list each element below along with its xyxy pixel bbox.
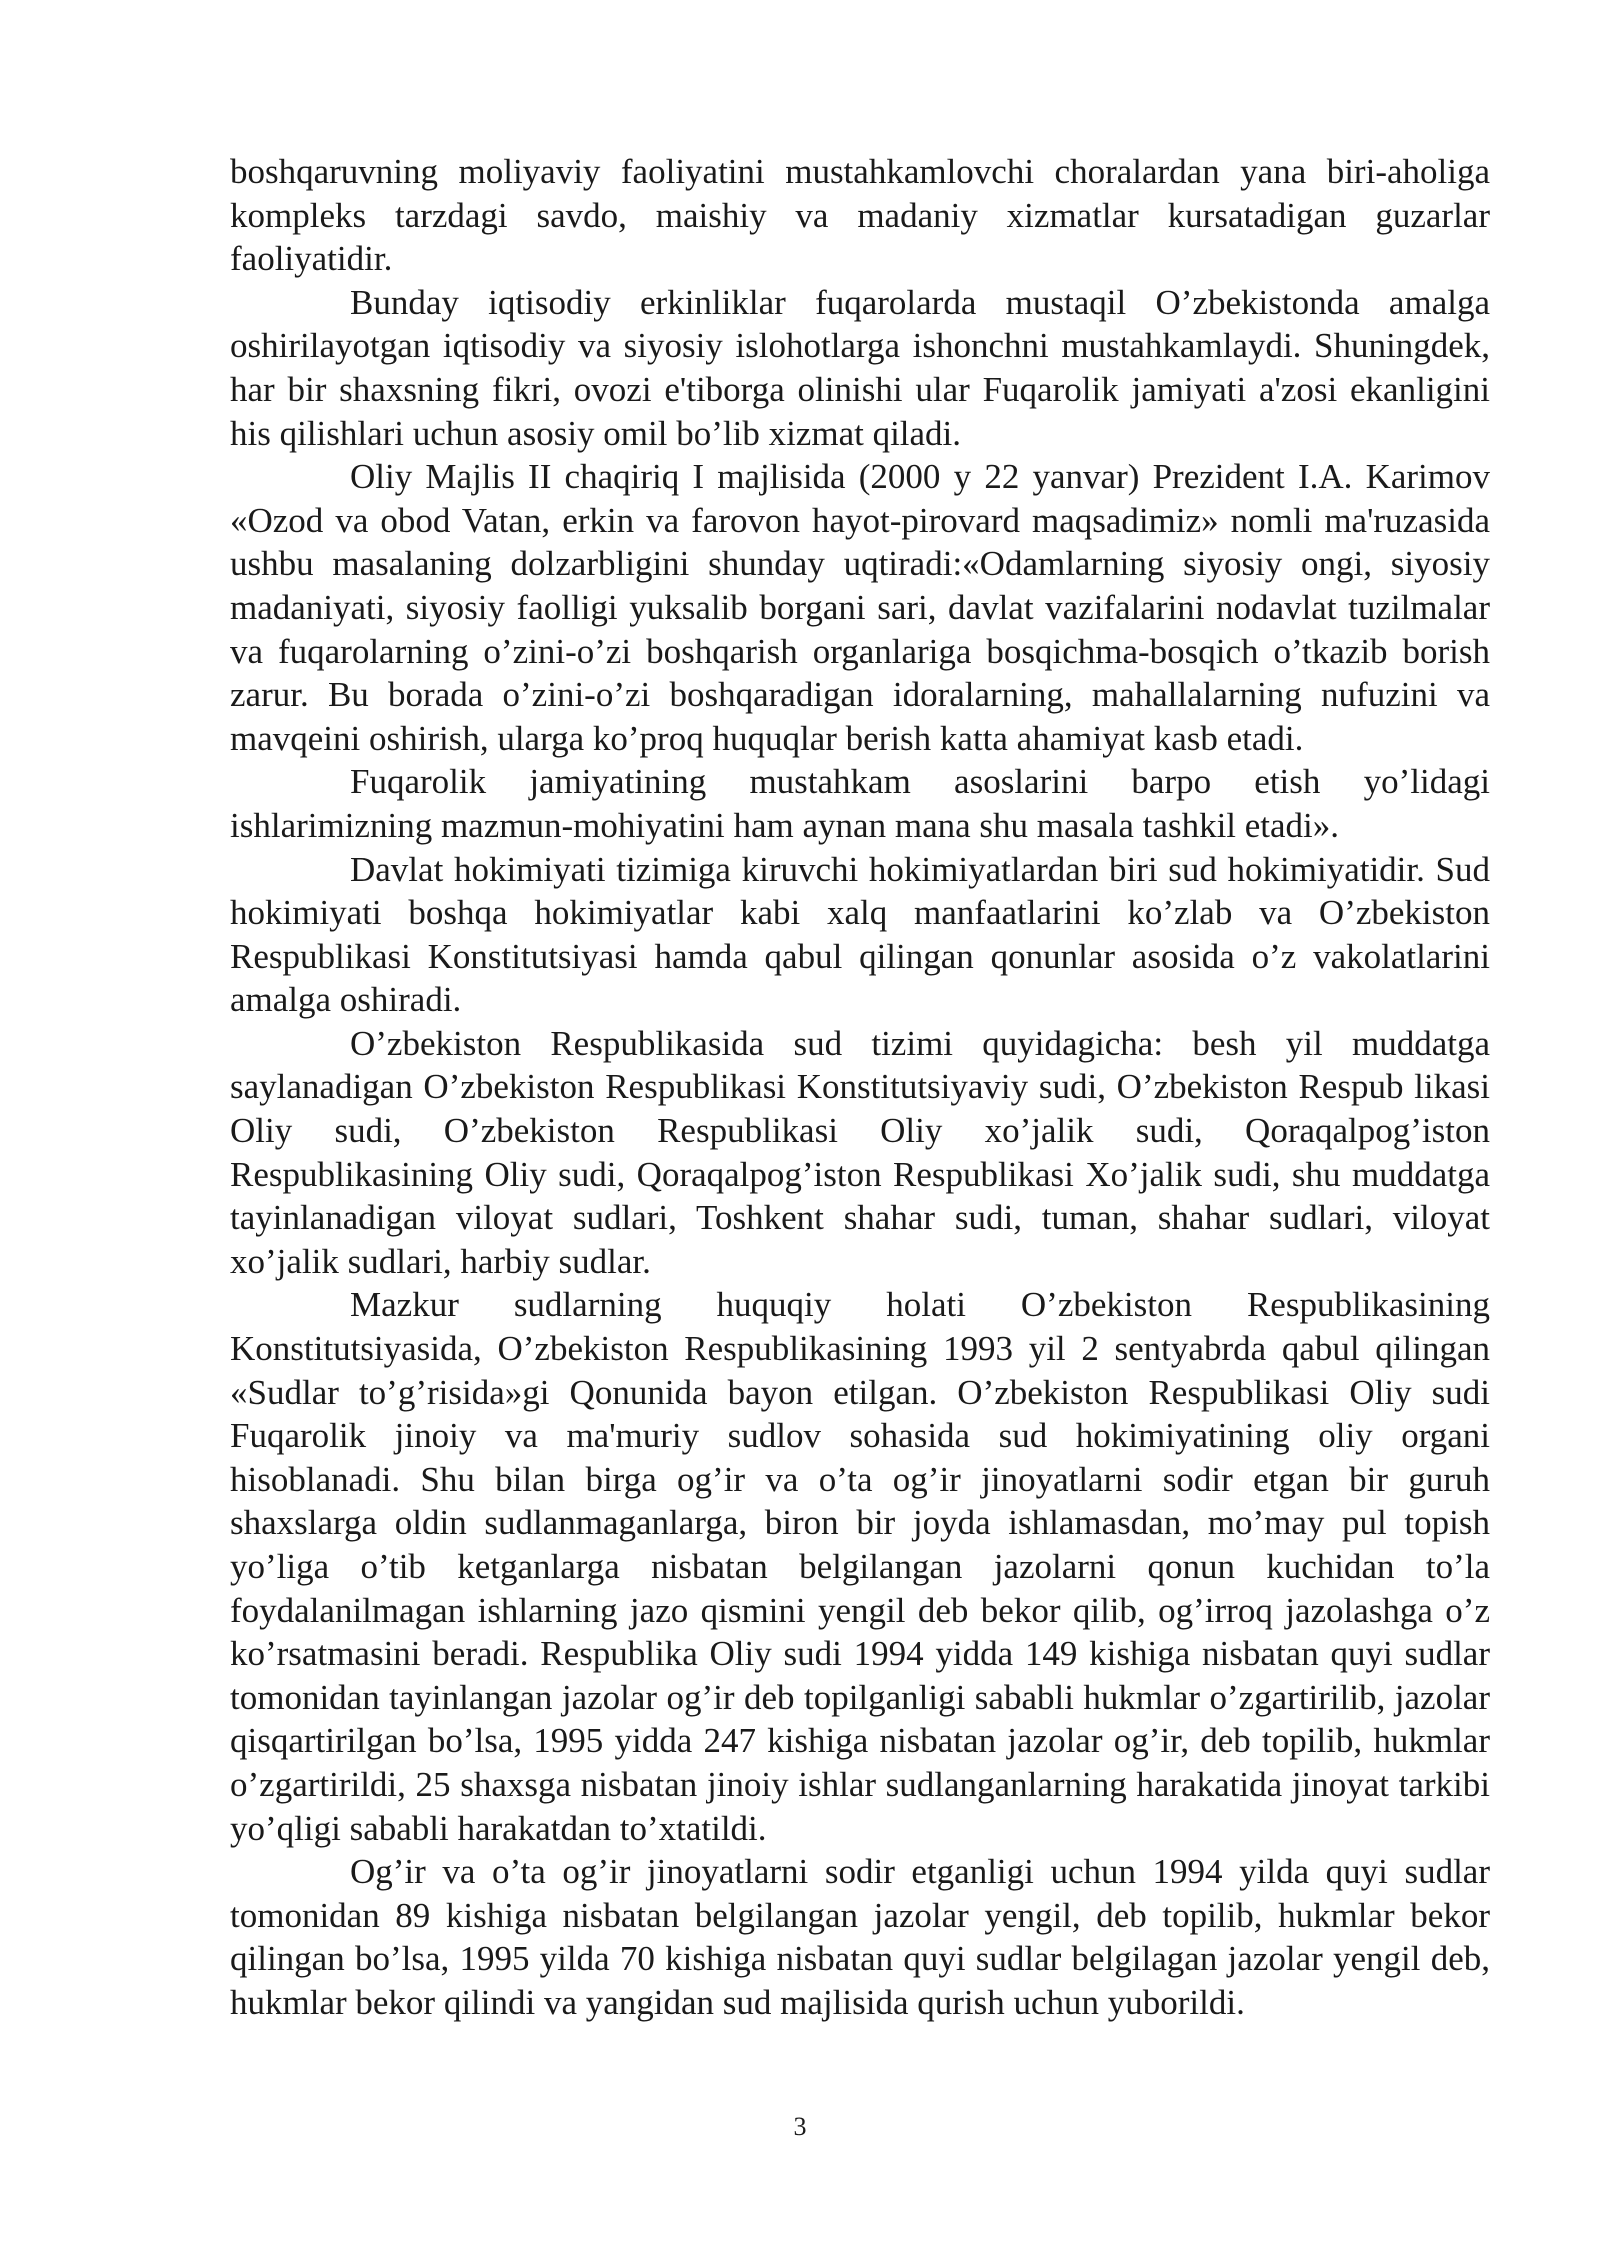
paragraph-3: Oliy Majlis II chaqiriq I majlisida (2000 y 22 yanvar) Prezident I.A. Karimov «Ozod va obod Vatan, erkin va farovon hayot-pirovard maqsadimiz» nomli ma'ruzasida ushbu masalaning dolzarbligini shunday uqtiradi:«Odamlarning siyosiy ongi, siyosiy madaniyati, siyosiy faolligi yuksalib borgani sari, davlat vazifalarini nodavlat tuzilmalar va fuqarolarning o’zini-o’zi boshqarish organlariga bosqichma-bosqich o’tkazib borish zarur. Bu borada o’zini-o’zi boshqaradigan idoralarning, mahallalarning nufuzini va mavqeini oshirish, ularga ko’proq huquqlar berish katta ahamiyat kasb etadi. [230,457,1490,758]
body-text [230,150,1490,2025]
page-number: 3 [793,2112,807,2141]
paragraph-6: O’zbekiston Respublikasida sud tizimi quyidagicha: besh yil muddatga saylanadigan O’zbekiston Respublikasi Konstitutsiyaviy sudi, O’zbekiston Respub likasi Oliy sudi, O’zbekiston Respublikasi Oliy xo’jalik sudi, Qoraqalpog’iston Respublikasining Oliy sudi, Qoraqalpog’iston Respublikasi Xo’jalik sudi, shu muddatga tayinlanadigan viloyat sudlari, Toshkent shahar sudi, tuman, shahar sudlari, viloyat xo’jalik sudlari, harbiy sudlar. [230,1023,1490,1281]
paragraph-4: Fuqarolik jamiyatining mustahkam asoslarini barpo etish yo’lidagi ishlarimizning mazmun-mohiyatini ham aynan mana shu masala tashkil etadi». [230,762,1490,845]
paragraph-1: boshqaruvning moliyaviy faoliyatini mustahkamlovchi choralardan yana biri-aholiga kompleks tarzdagi savdo, maishiy va madaniy xizmatlar kursatadigan guzarlar faoliyatidir. [230,152,1490,279]
paragraph-2: Bunday iqtisodiy erkinliklar fuqarolarda mustaqil O’zbekistonda amalga oshirilayotgan iqtisodiy va siyosiy islohotlarga ishonchni mustahkamlaydi. Shuningdek, har bir shaxsning fikri, ovozi e'tiborga olinishi ular Fuqarolik jamiyati a'zosi ekanligini his qilishlari uchun asosiy omil bo’lib xizmat qiladi. [230,282,1490,453]
paragraph-8: Og’ir va o’ta og’ir jinoyatlarni sodir etganligi uchun 1994 yilda quyi sudlar tomonidan 89 kishiga nisbatan belgilangan jazolar yengil, deb topilib, hukmlar bekor qilingan bo’lsa, 1995 yilda 70 kishiga nisbatan quyi sudlar belgilagan jazolar yengil deb, hukmlar bekor qilindi va yangidan sud majlisida qurish uchun yuborildi. [230,1852,1490,2022]
paragraph-7: Mazkur sudlarning huquqiy holati O’zbekiston Respublikasining Konstitutsiyasida, O’zbekiston Respublikasining 1993 yil 2 sentyabrda qabul qilingan «Sudlar to’g’risida»gi Qonunida bayon etilgan. O’zbekiston Respublikasi Oliy sudi Fuqarolik jinoiy va ma'muriy sudlov sohasida sud hokimiyatining oliy organi hisoblanadi. Shu bilan birga og’ir va o’ta og’ir jinoyatlarni sodir etgan bir guruh shaxslarga oldin sudlanmaganlarga, biron bir joyda ishlamasdan, mo’may pul topish yo’liga o’tib ketganlarga nisbatan belgilangan jazolarni qonun kuchidan to’la foydalanilmagan ishlarning jazo qismini yengil deb bekor qilib, og’irroq jazolashga o’z ko’rsatmasini beradi. Respublika Oliy sudi 1994 yidda 149 kishiga nisbatan quyi sudlar tomonidan tayinlangan jazolar og’ir deb topilganligi sababli hukmlar o’zgartirilib, jazolar qisqartirilgan bo’lsa, 1995 yidda 247 kishiga nisbatan jazolar og’ir, deb topilib, hukmlar o’zgartirildi, 25 shaxsga nisbatan jinoiy ishlar sudlanganlarning harakatida jinoyat tarkibi yo’qligi sababli harakatdan to’xtatildi. [230,1285,1490,1848]
paragraph-5: Davlat hokimiyati tizimiga kiruvchi hokimiyatlardan biri sud hokimiyatidir. Sud hokimiyati boshqa hokimiyatlar kabi xalq manfaatlarini ko’zlab va O’zbekiston Respublikasi Konstitutsiyasi hamda qabul qilingan qonunlar asosida o’z vakolatlarini amalga oshiradi. [230,849,1490,1020]
